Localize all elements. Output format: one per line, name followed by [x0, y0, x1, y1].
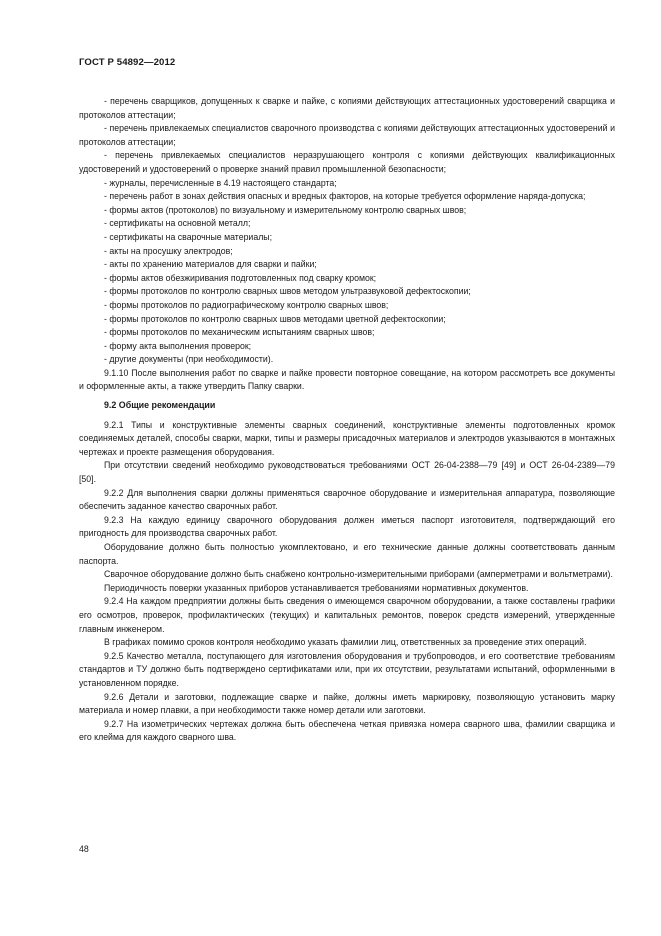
list-item: - формы протоколов по механическим испытаниям сварных швов; — [104, 327, 375, 338]
paragraph: 9.2.4 На каждом предприятии должны быть сведения о имеющемся сварочном оборудовании, а также составлены графики его осмотров, проверок, профилактических (текущих) и капитальных ремонтов, поверок средств измерений, утвержденные главным инженером. — [79, 596, 615, 634]
page-number: 48 — [79, 844, 89, 854]
paragraph-9-1-10: 9.1.10 После выполнения работ по сварке и пайке провести повторное совещание, на котором рассмотреть все документы и оформленные акты, а также утвердить Папку сварки. — [79, 367, 615, 392]
paragraph: 9.2.1 Типы и конструктивные элементы сварных соединений, конструктивные элементы подготовленных кромок соединяемых деталей, способы сварки, марки, типы и размеры присадочных материалов и электродов указываются в монтажных чертежах и проекте размещения оборудования. — [79, 419, 615, 457]
paragraph: 9.2.7 На изометрических чертежах должна быть обеспечена четкая привязка номера сварного шва, фамилии сварщика и его клейма для каждого сварного шва. — [79, 718, 615, 743]
list-item: - акты по хранению материалов для сварки и пайки; — [104, 259, 317, 270]
paragraph: При отсутствии сведений необходимо руководствоваться требованиями ОСТ 26-04-2388—79 [49] и ОСТ 26-04-2389—79 [50]. — [79, 460, 615, 485]
paragraph: Периодичность поверки указанных приборов устанавливается требованиями нормативных документов. — [104, 582, 529, 593]
list-item: - формы протоколов по радиографическому контролю сварных швов; — [104, 299, 389, 310]
document-code-header: ГОСТ Р 54892—2012 — [79, 57, 176, 68]
paragraph: Оборудование должно быть полностью укомплектовано, и его технические данные должны соответствовать данным паспорта. — [79, 542, 615, 566]
section-heading: 9.2 Общие рекомендации — [104, 400, 216, 411]
list-item: - журналы, перечисленные в 4.19 настоящего стандарта; — [104, 177, 337, 188]
list-item: - перечень работ в зонах действия опасных и вредных факторов, на которые требуется оформление наряда-допуска; — [104, 191, 586, 202]
list-item: - акты на просушку электродов; — [104, 245, 233, 256]
list-item: - формы протоколов по контролю сварных швов методами цветной дефектоскопии; — [104, 313, 446, 324]
list-item: - перечень привлекаемых специалистов сварочного производства с копиями действующих аттестационных удостоверений и протоколов аттестации; — [79, 123, 615, 147]
paragraph: 9.2.5 Качество металла, поступающего для изготовления оборудования и трубопроводов, и его соответствие требованиям стандартов и ТУ должно быть подтверждено сертификатами или, при их отсутствии, результатами испытаний, оформленными в установленном порядке. — [79, 650, 615, 688]
document-body — [79, 95, 615, 745]
list-item: - формы актов обезжиривания подготовленных под сварку кромок; — [104, 272, 377, 283]
paragraph: 9.2.3 На каждую единицу сварочного оборудования должен иметься паспорт изготовителя, подтверждающий его пригодность для производства сварочных работ. — [79, 514, 615, 539]
paragraph: 9.2.6 Детали и заготовки, подлежащие сварке и пайке, должны иметь маркировку, позволяющую установить марку материала и номер плавки, а при необходимости также номер детали или заготовки. — [79, 691, 615, 716]
paragraph: 9.2.2 Для выполнения сварки должны применяться сварочное оборудование и измерительная аппаратура, позволяющие обеспечить заданное качество сварочных работ. — [79, 487, 615, 512]
list-item: - перечень сварщиков, допущенных к сварке и пайке, с копиями действующих аттестационных удостоверений сварщика и протоколов аттестации; — [79, 96, 615, 120]
list-item: - сертификаты на основной металл; — [104, 218, 251, 229]
list-item: - сертификаты на сварочные материалы; — [104, 231, 273, 242]
list-item: - формы актов (протоколов) по визуальному и измерительному контролю сварных швов; — [104, 204, 467, 215]
paragraph: В графиках помимо сроков контроля необходимо указать фамилии лиц, ответственных за проведение этих операций. — [104, 637, 587, 648]
list-item: - форму акта выполнения проверок; — [104, 340, 252, 351]
paragraph: Сварочное оборудование должно быть снабжено контрольно-измерительными приборами (амперметрами и вольтметрами). — [104, 569, 613, 580]
list-item: - формы протоколов по контролю сварных швов методом ультразвуковой дефектоскопии; — [104, 286, 471, 297]
list-item: - перечень привлекаемых специалистов неразрушающего контроля с копиями действующих квалификационных удостоверений и удостоверений о проверке знаний правил промышленной безопасности; — [79, 150, 615, 174]
list-item: - другие документы (при необходимости). — [104, 354, 274, 365]
